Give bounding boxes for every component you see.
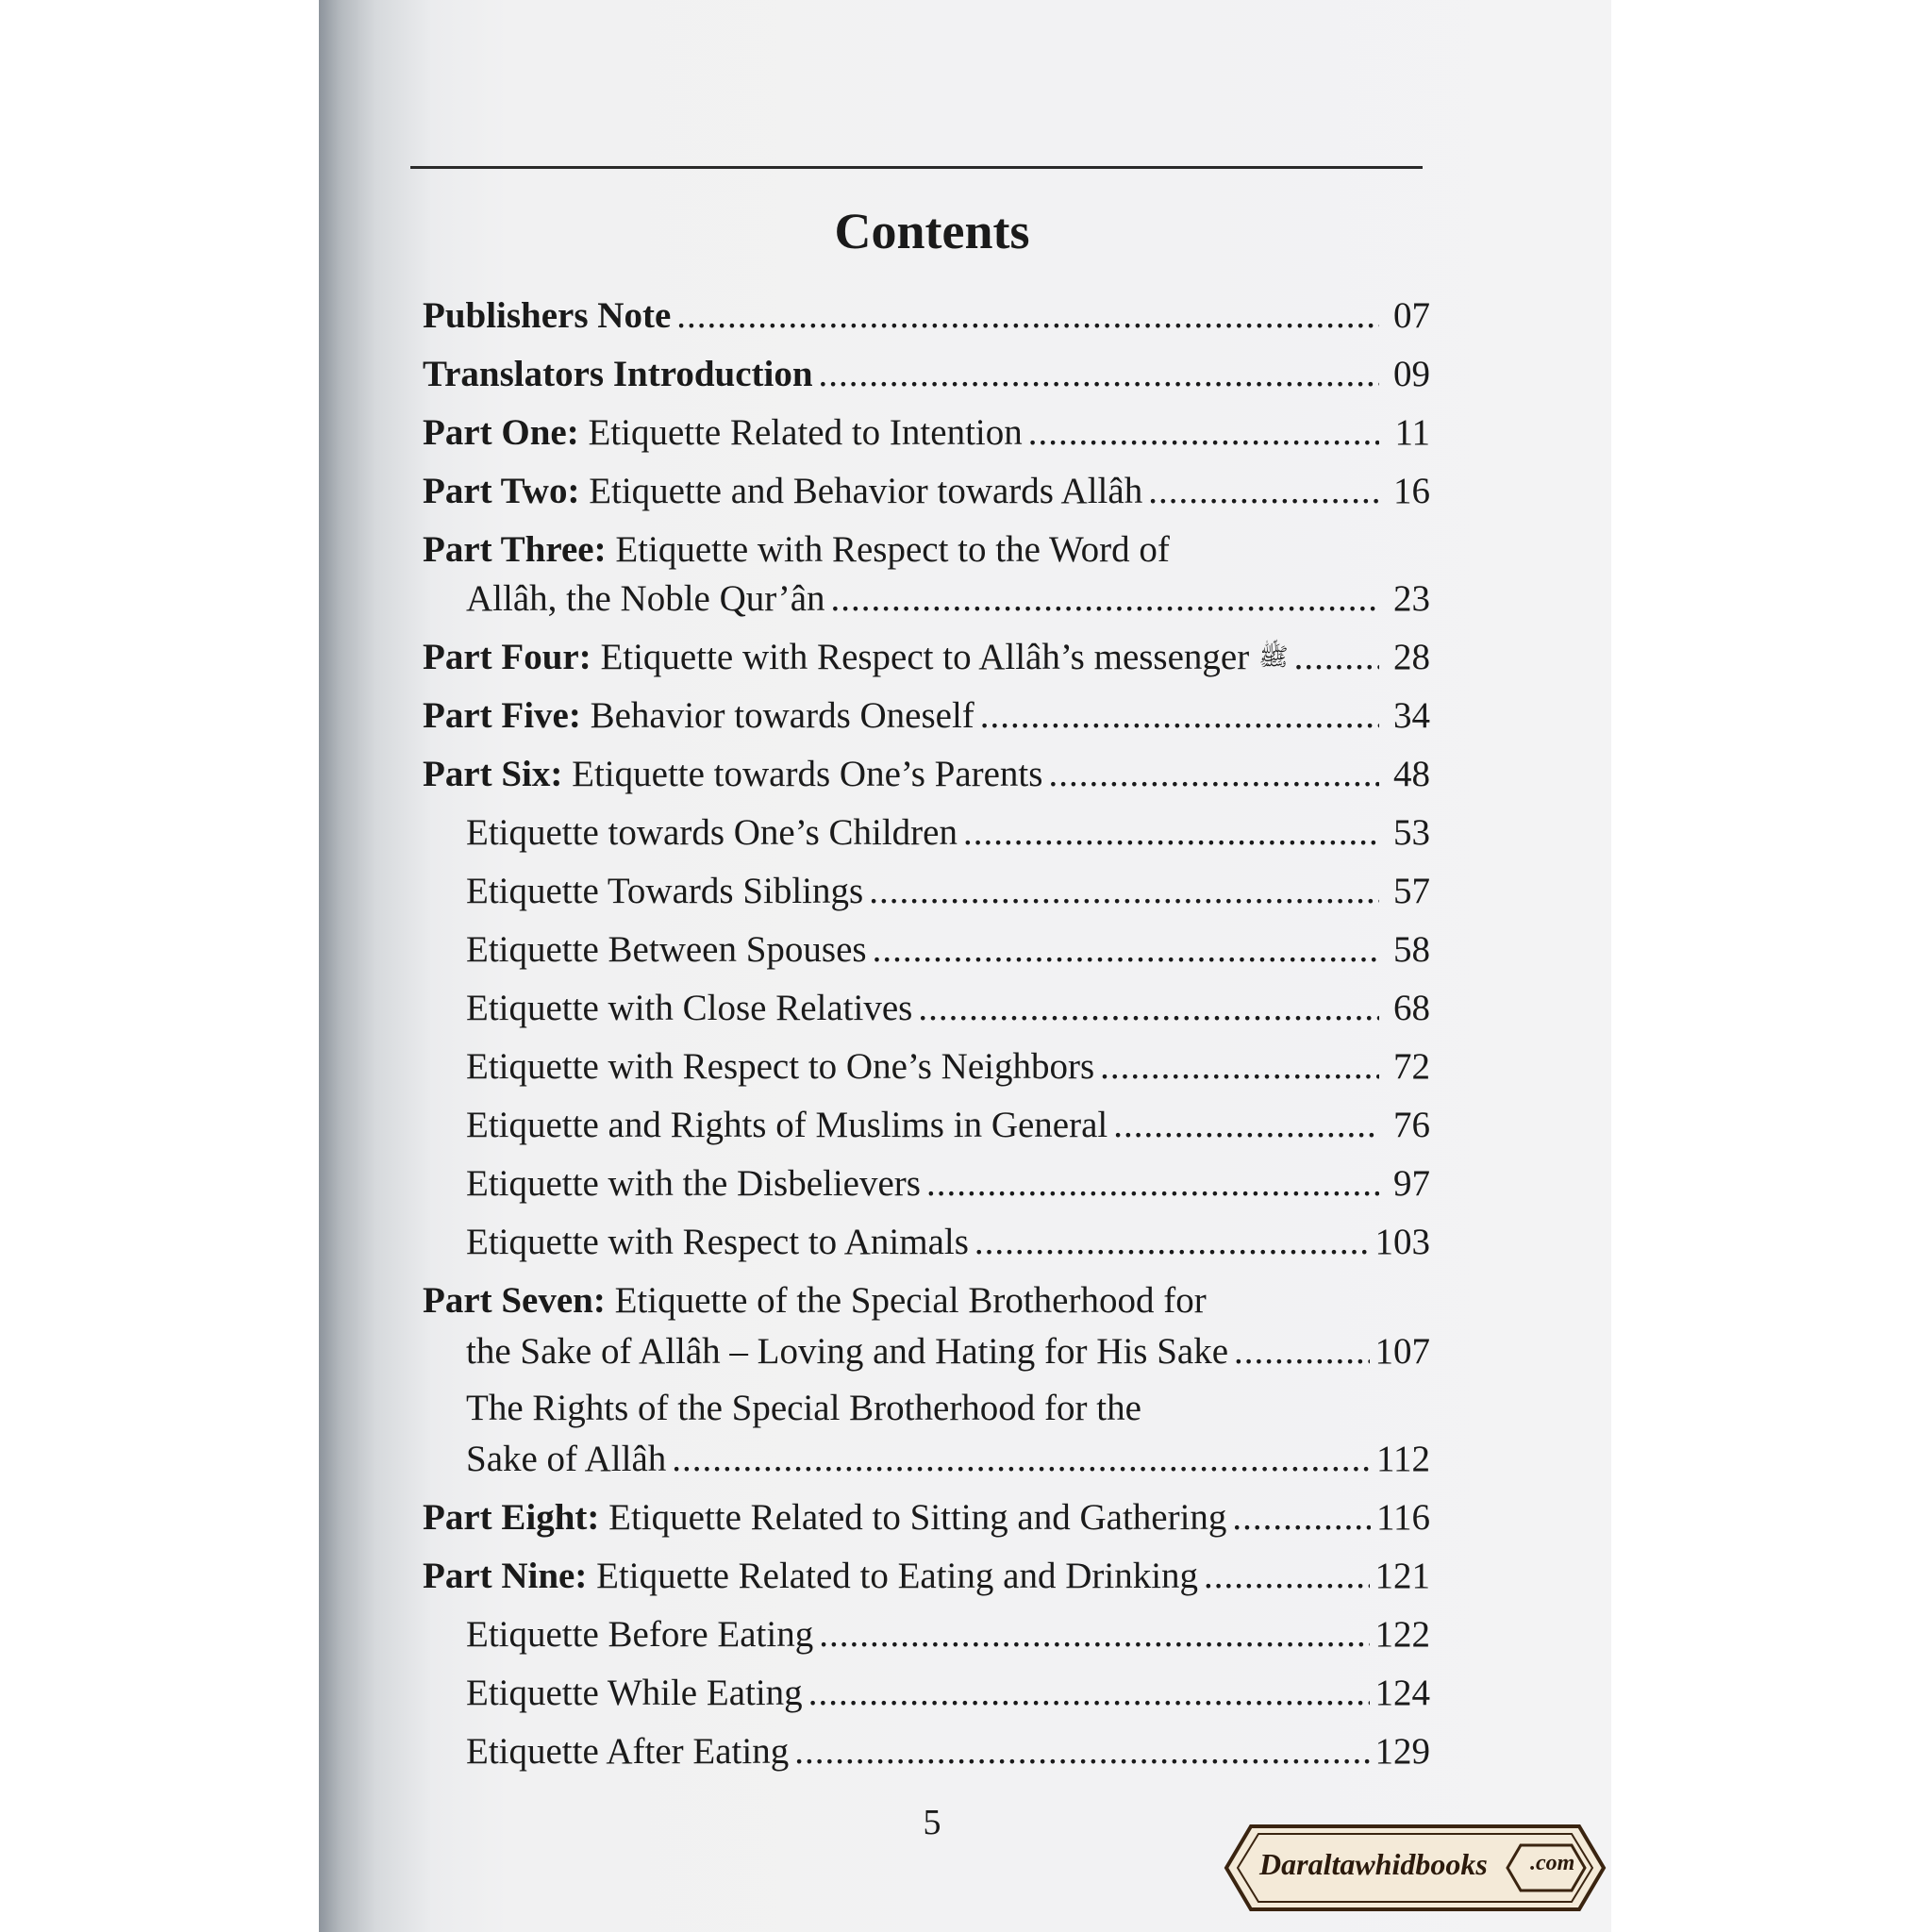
toc-page-number: 97	[1393, 1163, 1430, 1204]
toc-page-number: 124	[1374, 1673, 1430, 1713]
toc-entry	[423, 1664, 1430, 1723]
toc-page-number: 34	[1393, 695, 1430, 736]
toc-entry-continuation: Allâh, the Noble Qur’ân	[466, 578, 825, 619]
toc-page-number: 121	[1374, 1556, 1430, 1596]
toc-page-number: 72	[1393, 1046, 1430, 1087]
leader-dots	[794, 1723, 1369, 1781]
leader-dots	[672, 1430, 1371, 1489]
toc-entry-text: Behavior towards Oneself	[580, 695, 974, 736]
toc-entry	[423, 1489, 1430, 1547]
toc-entry-text: Etiquette with the Disbelievers	[466, 1163, 921, 1204]
toc-page-number: 129	[1374, 1731, 1430, 1772]
leader-dots	[918, 979, 1379, 1038]
toc-entry-text: Etiquette Before Eating	[466, 1614, 814, 1655]
toc-page-number: 76	[1393, 1105, 1430, 1145]
toc-entry-text: Etiquette Related to Intention	[578, 412, 1023, 453]
toc-entry	[423, 570, 1430, 628]
leader-dots	[1048, 745, 1379, 804]
leader-dots	[676, 287, 1379, 345]
toc-entry	[423, 745, 1430, 804]
toc-page-number: 23	[1393, 578, 1430, 619]
toc-entry	[423, 287, 1430, 345]
toc-page-number: 122	[1374, 1614, 1430, 1655]
leader-dots	[974, 1213, 1370, 1272]
toc-page-number: 28	[1393, 637, 1430, 677]
salutation-mark: ﷺ	[1258, 643, 1289, 671]
leader-dots	[831, 570, 1380, 628]
toc-entry	[423, 921, 1430, 979]
toc-entry-text: Etiquette and Rights of Muslims in General	[466, 1105, 1108, 1145]
toc-page-number: 58	[1393, 929, 1430, 970]
toc-entry-title: Part Four:	[423, 637, 591, 677]
toc-entry-first-line	[423, 1379, 1430, 1438]
leader-dots	[1232, 1489, 1371, 1547]
toc-page-number: 16	[1393, 471, 1430, 511]
toc-entry	[423, 687, 1430, 745]
toc-entry-text: Etiquette Towards Siblings	[466, 871, 864, 911]
toc-entry-text: Etiquette Related to Sitting and Gathering	[599, 1497, 1227, 1538]
toc-entry-title: Part Three:	[423, 529, 607, 570]
leader-dots	[873, 921, 1379, 979]
toc-entry	[423, 628, 1430, 687]
toc-entry	[423, 462, 1430, 521]
leader-dots	[1204, 1547, 1369, 1606]
toc-entry-title: Publishers Note	[423, 295, 672, 336]
toc-entry-title: Part Five:	[423, 695, 581, 736]
leader-dots	[819, 1606, 1369, 1664]
toc-entry-text: Etiquette After Eating	[466, 1731, 790, 1772]
toc-entry-text: Etiquette While Eating	[466, 1673, 803, 1713]
leader-dots	[1234, 1323, 1369, 1381]
toc-entry-text: Etiquette with Respect to the Word of	[606, 529, 1170, 570]
toc-entry-title: Part Nine:	[423, 1556, 588, 1596]
header-rule	[410, 166, 1423, 169]
leader-dots	[1100, 1038, 1379, 1096]
toc-page-number: 11	[1394, 412, 1430, 453]
toc-entry-text: Etiquette with Close Relatives	[466, 988, 913, 1028]
toc-entry	[423, 1155, 1430, 1213]
toc-entry-text: Etiquette towards One’s Children	[466, 812, 958, 853]
toc-entry	[423, 979, 1430, 1038]
toc-entry-title: Translators Introduction	[423, 354, 813, 394]
toc-page-number: 112	[1375, 1439, 1430, 1479]
toc-page-number: 48	[1393, 754, 1430, 794]
toc-entry-title: Part Six:	[423, 754, 563, 794]
leader-dots	[1148, 462, 1379, 521]
toc-page-number: 68	[1393, 988, 1430, 1028]
logo-name: Daraltawhidbooks	[1259, 1847, 1488, 1881]
toc-entry	[423, 1606, 1430, 1664]
toc-entry	[423, 862, 1430, 921]
toc-page-number: 107	[1374, 1331, 1430, 1372]
leader-dots	[926, 1155, 1379, 1213]
toc-entry-text: Etiquette with Respect to Animals	[466, 1222, 969, 1262]
leader-dots	[808, 1664, 1370, 1723]
leader-dots	[869, 862, 1379, 921]
page-number: 5	[923, 1803, 941, 1842]
toc-entry	[423, 804, 1430, 862]
toc-page-number: 53	[1393, 812, 1430, 853]
toc-entry-text: Etiquette Between Spouses	[466, 929, 867, 970]
toc-page-number: 09	[1393, 354, 1430, 394]
toc-entry-first-line	[423, 1272, 1430, 1330]
toc-entry	[423, 1323, 1430, 1381]
toc-entry	[423, 345, 1430, 404]
toc-entry-text: Etiquette and Behavior towards Allâh	[579, 471, 1143, 511]
toc-entry-title: Part Seven:	[423, 1280, 606, 1321]
toc-page-number: 07	[1393, 295, 1430, 336]
leader-dots	[1294, 628, 1379, 687]
leader-dots	[980, 687, 1379, 745]
toc-entry	[423, 1096, 1430, 1155]
toc-entry	[423, 404, 1430, 462]
toc-page-number: 103	[1374, 1222, 1430, 1262]
page-title: Contents	[834, 203, 1030, 259]
leader-dots	[963, 804, 1379, 862]
toc-page-number: 116	[1375, 1497, 1430, 1538]
toc-entry	[423, 1723, 1430, 1781]
toc-entry-title: Part Two:	[423, 471, 580, 511]
toc-entry-text: Etiquette with Respect to One’s Neighbors	[466, 1046, 1095, 1087]
toc-entry-text: The Rights of the Special Brotherhood for the	[466, 1388, 1141, 1428]
toc-entry	[423, 1213, 1430, 1272]
toc-entry-continuation: Sake of Allâh	[466, 1439, 667, 1479]
toc-entry-text: Etiquette towards One’s Parents	[562, 754, 1043, 794]
toc-entry-text: Etiquette Related to Eating and Drinking	[587, 1556, 1199, 1596]
toc-entry	[423, 1038, 1430, 1096]
logo-suffix: .com	[1530, 1851, 1575, 1875]
toc-page-number: 57	[1393, 871, 1430, 911]
toc-entry-continuation: the Sake of Allâh – Loving and Hating for His Sake	[466, 1331, 1229, 1372]
toc-entry-text: Etiquette with Respect to Allâh’s messenger	[591, 637, 1250, 677]
toc-entry-title: Part Eight:	[423, 1497, 600, 1538]
toc-entry-title: Part One:	[423, 412, 579, 453]
toc-entry	[423, 1547, 1430, 1606]
leader-dots	[819, 345, 1379, 404]
toc-entry	[423, 1430, 1430, 1489]
toc-entry-text: Etiquette of the Special Brotherhood for	[605, 1280, 1207, 1321]
leader-dots	[1113, 1096, 1379, 1155]
leader-dots	[1028, 404, 1379, 462]
